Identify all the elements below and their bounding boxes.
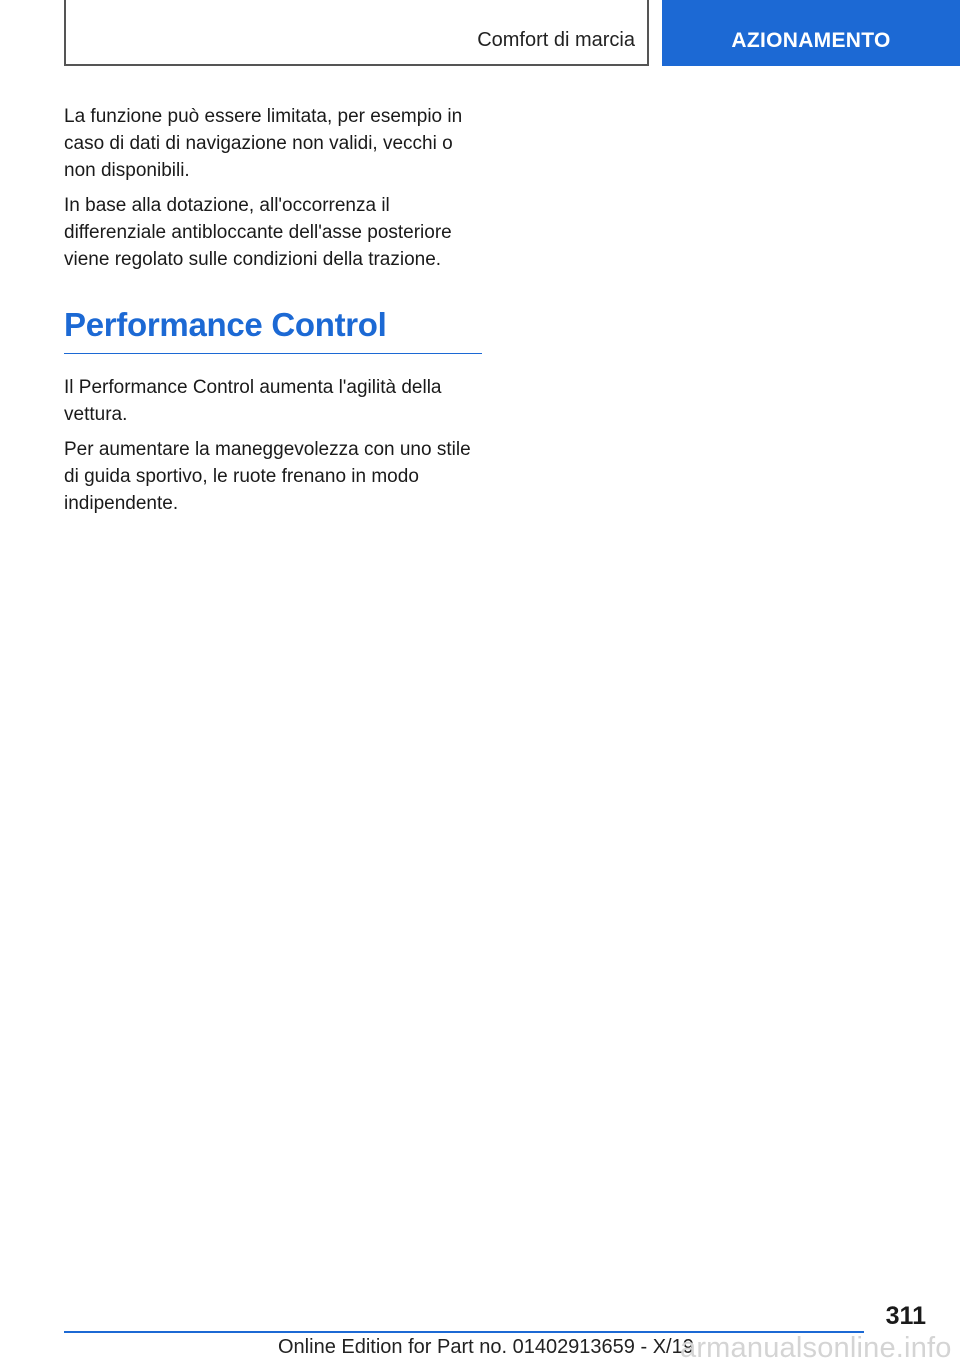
paragraph-section-1: Il Performance Control aumenta l'agilità della vettura. [64, 377, 442, 425]
paragraph-intro-2: In base alla dotazione, all'occorrenza il differenziale antibloccante dell'asse posteriore viene regolato sulle condizioni della trazione. [64, 195, 452, 270]
header-section-box [64, 0, 649, 66]
main-content [64, 103, 482, 525]
page-number: 311 [885, 1302, 926, 1330]
watermark: armanualsonline.info [680, 1332, 952, 1362]
section-title: Performance Control [64, 305, 482, 354]
header-section-label: Comfort di marcia [477, 29, 635, 51]
paragraph-intro-1: La funzione può essere limitata, per esempio in caso di dati di navigazione non validi, vecchi o non disponibili. [64, 106, 463, 181]
paragraph-section-2: Per aumentare la maneggevolezza con uno stile di guida sportivo, le ruote frenano in modo indipendente. [64, 439, 471, 514]
header-chapter-label: AZIONAMENTO [731, 29, 891, 52]
footer-edition-text: Online Edition for Part no. 01402913659 - X/19 [278, 1336, 694, 1358]
header-chapter-tab [662, 0, 960, 66]
